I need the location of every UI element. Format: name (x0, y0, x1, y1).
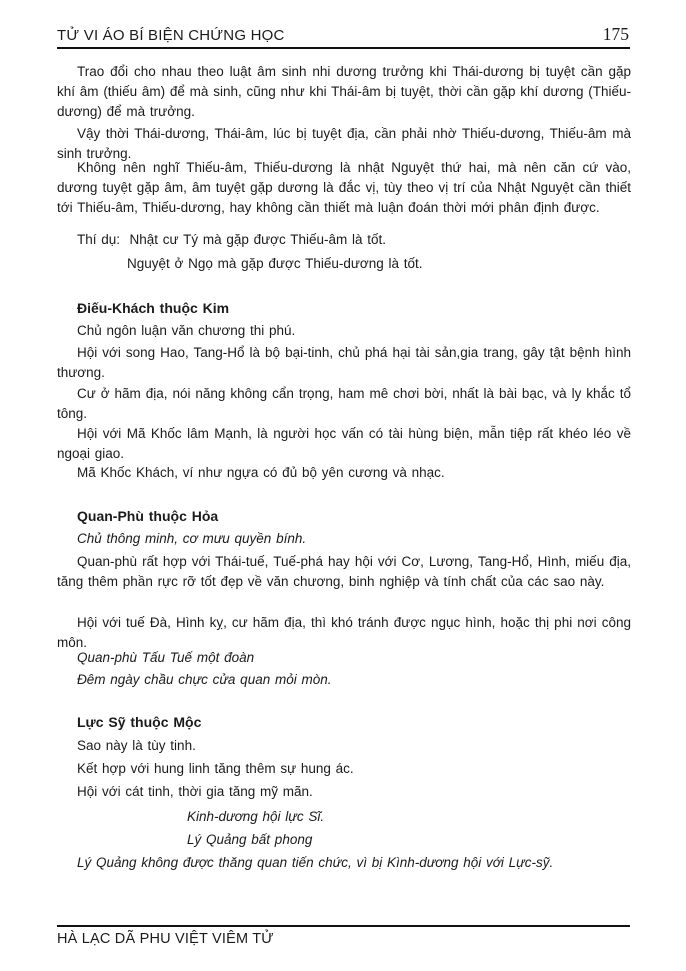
paragraph: Quan-phù rất hợp với Thái-tuế, Tuế-phá hay hội với Cơ, Lương, Tang-Hổ, Hình, miếu địa, tăng thêm phần rực rỡ tốt đẹp về văn chương, binh nghiệp và tính chất của các sao này. (57, 554, 631, 589)
footer-rule (57, 925, 630, 927)
page-header-title: TỬ VI ÁO BÍ BIỆN CHỨNG HỌC (57, 27, 285, 44)
paragraph-italic: Lý Quảng không được thăng quan tiến chức, vì bị Kình-dương hội với Lực-sỹ. (77, 855, 554, 870)
example-line: Thí dụ: Nhật cư Tý mà gặp được Thiếu-âm là tốt. (77, 232, 387, 247)
verse-line: Đêm ngày chầu chực cửa quan mỏi mòn. (77, 672, 332, 687)
paragraph: Trao đổi cho nhau theo luật âm sinh nhi dương trưởng khi Thái-dương bị tuyệt cần gặp khí âm (thiếu âm) để mà sinh, cũng như khi Thái-âm bị tuyệt, thời cần gặp khí dương (Thiếu-dương) để mà trưởng. (57, 64, 631, 119)
section-heading-luc-sy: Lực Sỹ thuộc Mộc (77, 714, 202, 730)
verse-line: Quan-phù Tấu Tuế một đoàn (77, 650, 255, 665)
paragraph: Không nên nghĩ Thiếu-âm, Thiếu-dương là nhật Nguyệt thứ hai, mà nên căn cứ vào, dương tuyệt gặp âm, âm tuyệt gặp dương là đắc vị, tùy theo vị trí của Nhật Nguyệt cần thiết tới Thiếu-âm, Thiếu-dương, hay không cần thiết mà luận đoán thời mới phân định được. (57, 160, 631, 215)
paragraph: Vậy thời Thái-dương, Thái-âm, lúc bị tuyệt địa, cần phải nhờ Thiếu-dương, Thiếu-âm mà sinh trưởng. (57, 126, 631, 161)
page-footer-author: HÀ LẠC DÃ PHU VIỆT VIÊM TỬ (57, 931, 274, 947)
paragraph: Kết hợp với hung linh tăng thêm sự hung ác. (77, 761, 354, 776)
paragraph: Sao này là tùy tinh. (77, 738, 196, 753)
page-number: 175 (602, 24, 629, 44)
verse-line-centered: Kinh-dương hội lực Sĩ. (187, 809, 325, 824)
example-line: Nguyệt ở Ngọ mà gặp được Thiếu-dương là tốt. (127, 256, 423, 271)
paragraph: Hội với song Hao, Tang-Hổ là bộ bại-tinh, chủ phá hại tài sản,gia trang, gây tật bệnh hình thương. (57, 345, 631, 380)
header-rule (57, 47, 630, 49)
paragraph: Hội với tuế Đà, Hình kỵ, cư hãm địa, thì khó tránh được ngục hình, hoặc thị phi nơi công môn. (57, 615, 631, 650)
paragraph: Cư ở hãm địa, nói năng không cẩn trọng, ham mê chơi bời, nhất là bài bạc, và ly khắc tổ tông. (57, 386, 631, 421)
paragraph: Chủ ngôn luận văn chương thi phú. (77, 323, 296, 338)
paragraph: Hội với Mã Khốc lâm Mạnh, là người học vấn có tài hùng biện, mẫn tiệp rất khéo léo về ngoại giao. (57, 426, 631, 461)
verse-line-centered: Lý Quảng bất phong (187, 832, 313, 847)
section-heading-dieu-khach: Điếu-Khách thuộc Kim (77, 300, 230, 316)
paragraph-italic: Chủ thông minh, cơ mưu quyền bính. (77, 531, 307, 546)
section-heading-quan-phu: Quan-Phù thuộc Hỏa (77, 508, 219, 524)
paragraph: Hội với cát tinh, thời gia tăng mỹ mãn. (77, 784, 313, 799)
paragraph: Mã Khốc Khách, ví như ngựa có đủ bộ yên cương và nhạc. (77, 465, 445, 480)
